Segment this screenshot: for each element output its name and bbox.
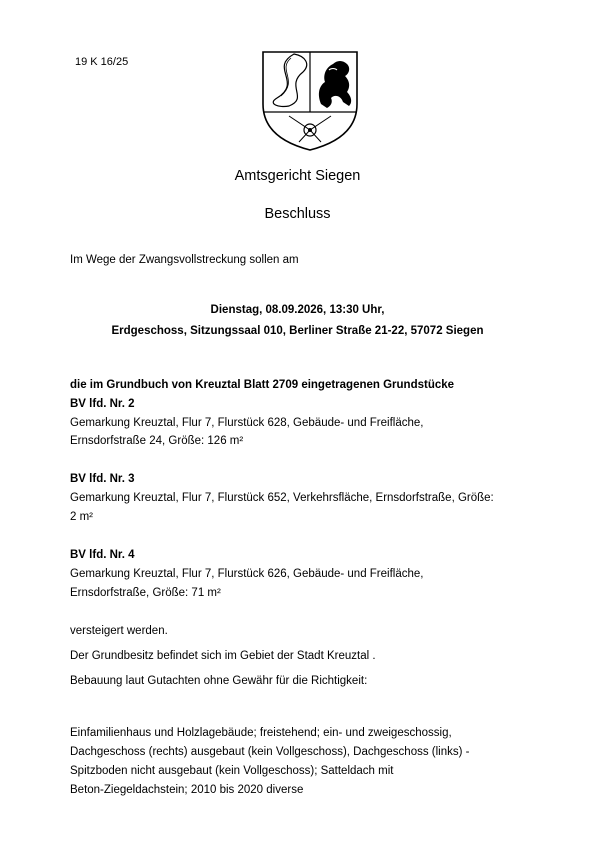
parcel-heading: BV lfd. Nr. 2: [70, 398, 135, 410]
court-name: Amtsgericht Siegen: [234, 168, 361, 184]
parcel-text: Gemarkung Kreuztal, Flur 7, Flurstück 628, Gebäude- und Freifläche,: [70, 417, 424, 429]
location-line: Erdgeschoss, Sitzungssaal 010, Berliner Straße 21-22, 57072 Siegen: [111, 325, 484, 337]
versteigert-text: versteigert werden.: [70, 625, 168, 637]
case-number: 19 K 16/25: [75, 56, 129, 68]
bebauung-line: Spitzboden nicht ausgebaut (kein Vollgeschoss); Satteldach mit: [70, 765, 394, 777]
bebauung-intro: Bebauung laut Gutachten ohne Gewähr für die Richtigkeit:: [70, 675, 368, 687]
bebauung-line: Einfamilienhaus und Holzlagebäude; freistehend; ein- und zweigeschossig,: [70, 727, 452, 739]
bebauung-line: Beton-Ziegeldachstein; 2010 bis 2020 diverse: [70, 784, 304, 796]
gebiet-text: Der Grundbesitz befindet sich im Gebiet der Stadt Kreuztal .: [70, 650, 376, 662]
nrw-coat-of-arms-icon: [259, 46, 361, 154]
parcel-text: Gemarkung Kreuztal, Flur 7, Flurstück 652, Verkehrsfläche, Ernsdorfstraße, Größe:: [70, 492, 494, 504]
bebauung-line: Dachgeschoss (rechts) ausgebaut (kein Vollgeschoss), Dachgeschoss (links) -: [70, 746, 470, 758]
parcel-text: 2 m²: [70, 511, 93, 523]
parcel-text: Gemarkung Kreuztal, Flur 7, Flurstück 626, Gebäude- und Freifläche,: [70, 568, 424, 580]
grundbuch-line: die im Grundbuch von Kreuztal Blatt 2709 eingetragenen Grundstücke: [70, 379, 455, 391]
parcel-text: Ernsdorfstraße, Größe: 71 m²: [70, 587, 221, 599]
date-line: Dienstag, 08.09.2026, 13:30 Uhr,: [210, 304, 385, 316]
intro-text: Im Wege der Zwangsvollstreckung sollen am: [70, 254, 299, 266]
document-title: Beschluss: [264, 206, 331, 222]
parcel-text: Ernsdorfstraße 24, Größe: 126 m²: [70, 435, 244, 447]
parcel-heading: BV lfd. Nr. 4: [70, 549, 135, 561]
parcel-heading: BV lfd. Nr. 3: [70, 473, 135, 485]
